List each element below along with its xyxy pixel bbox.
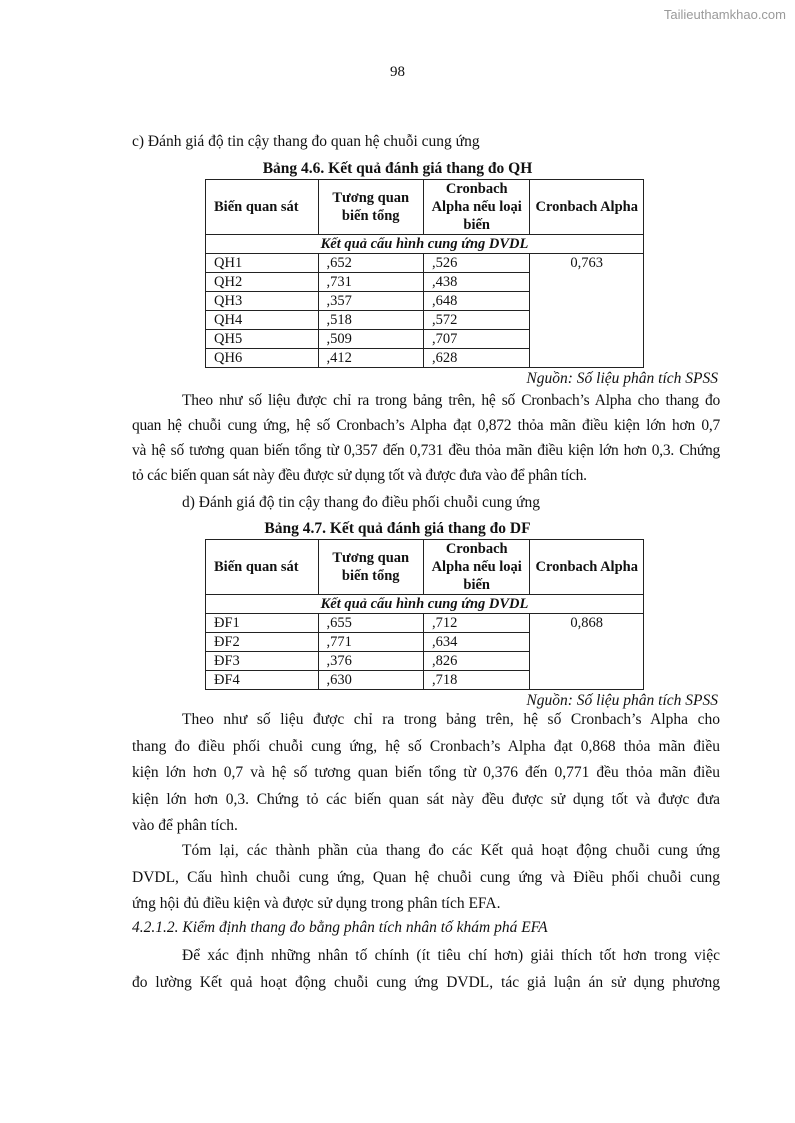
table-df-header-alpha-if-deleted: Cronbach Alpha nếu loại biến: [423, 540, 529, 595]
paragraph-df: [132, 707, 720, 840]
watermark: Tailieuthamkhao.com: [663, 7, 786, 22]
table-cell-alpha-if-deleted: ,572: [423, 311, 529, 330]
table-df: [205, 539, 644, 690]
paragraph-qh: [132, 388, 720, 488]
table-qh: [205, 179, 644, 368]
table-df-source: Nguồn: Số liệu phân tích SPSS: [526, 692, 718, 709]
section-c-heading: c) Đánh giá độ tin cậy thang đo quan hệ chuỗi cung ứng: [132, 133, 480, 150]
paragraph-line: Tóm lại, các thành phần của thang đo các Kết quả hoạt động chuỗi cung ứng: [182, 842, 720, 859]
table-cell-var: QH1: [206, 254, 319, 273]
table-cell-corr: ,518: [318, 311, 423, 330]
table-cell-corr: ,509: [318, 330, 423, 349]
paragraph-summary: [132, 838, 720, 918]
table-cell-alpha-if-deleted: ,628: [423, 349, 529, 368]
table-qh-alpha: 0,763: [530, 254, 644, 368]
table-cell-var: ĐF3: [206, 652, 319, 671]
table-cell-alpha-if-deleted: ,526: [423, 254, 529, 273]
table-cell-corr: ,412: [318, 349, 423, 368]
table-cell-var: QH4: [206, 311, 319, 330]
table-df-alpha: 0,868: [530, 614, 644, 690]
table-qh-caption: Bảng 4.6. Kết quả đánh giá thang đo QH: [262, 160, 533, 177]
paragraph-line: DVDL, Cấu hình chuỗi cung ứng, Quan hệ chuỗi cung ứng và Điều phối chuỗi cung: [132, 868, 720, 886]
table-cell-var: ĐF1: [206, 614, 319, 633]
table-cell-var: QH6: [206, 349, 319, 368]
table-cell-corr: ,630: [318, 671, 423, 690]
paragraph-efa: [132, 943, 720, 996]
paragraph-line: và hệ số tương quan biến tổng từ 0,357 đến 0,731 đều thỏa mãn điều kiện lớn hơn 0,3. Chứng: [132, 442, 720, 459]
paragraph-line: Để xác định những nhân tố chính (ít tiêu chí hơn) giải thích tốt hơn trong việc: [182, 947, 720, 964]
table-qh-source: Nguồn: Số liệu phân tích SPSS: [526, 370, 718, 387]
paragraph-line: Theo như số liệu được chỉ ra trong bảng trên, hệ số Cronbach’s Alpha cho thang đo: [182, 392, 720, 409]
table-qh-header-corr: Tương quan biến tổng: [318, 180, 423, 235]
section-d-heading: d) Đánh giá độ tin cậy thang đo điều phối chuỗi cung ứng: [182, 494, 540, 511]
table-cell-alpha-if-deleted: ,438: [423, 273, 529, 292]
table-cell-var: QH2: [206, 273, 319, 292]
paragraph-line: kiện lớn hơn 0,3. Chứng tỏ các biến quan sát này đều được sử dụng tốt và được đưa: [132, 790, 720, 808]
paragraph-line: đo lường Kết quả hoạt động chuỗi cung ứng DVDL, tác giả luận án sử dụng phương: [132, 973, 720, 991]
table-df-header-alpha: Cronbach Alpha: [530, 540, 644, 595]
paragraph-line: tỏ các biến quan sát này đều được sử dụng tốt và được đưa vào để phân tích.: [132, 467, 587, 484]
table-df-header-var: Biến quan sát: [206, 540, 319, 595]
table-qh-subheader: Kết quả cấu hình cung ứng DVDL: [206, 235, 644, 254]
section-efa-heading: 4.2.1.2. Kiểm định thang đo bằng phân tích nhân tố khám phá EFA: [132, 919, 548, 936]
table-qh-header-alpha: Cronbach Alpha: [530, 180, 644, 235]
page-number: 98: [390, 64, 405, 80]
table-cell-corr: ,652: [318, 254, 423, 273]
table-row: [206, 254, 644, 273]
table-cell-corr: ,376: [318, 652, 423, 671]
table-cell-corr: ,731: [318, 273, 423, 292]
table-qh-header-var: Biến quan sát: [206, 180, 319, 235]
paragraph-line: quan hệ chuỗi cung ứng, hệ số Cronbach’s Alpha đạt 0,872 thỏa mãn điều kiện lớn hơn 0,7: [132, 417, 720, 434]
table-cell-alpha-if-deleted: ,648: [423, 292, 529, 311]
table-cell-corr: ,655: [318, 614, 423, 633]
table-cell-var: QH5: [206, 330, 319, 349]
table-row: [206, 614, 644, 633]
paragraph-line: kiện lớn hơn 0,7 và hệ số tương quan biến tổng từ 0,376 đến 0,771 đều thỏa mãn điều: [132, 764, 720, 781]
table-cell-var: QH3: [206, 292, 319, 311]
table-cell-var: ĐF2: [206, 633, 319, 652]
table-df-subheader: Kết quả cấu hình cung ứng DVDL: [206, 595, 644, 614]
paragraph-line: Theo như số liệu được chỉ ra trong bảng trên, hệ số Cronbach’s Alpha cho: [182, 711, 720, 728]
table-cell-alpha-if-deleted: ,634: [423, 633, 529, 652]
table-cell-alpha-if-deleted: ,712: [423, 614, 529, 633]
table-cell-alpha-if-deleted: ,718: [423, 671, 529, 690]
paragraph-line: thang đo điều phối chuỗi cung ứng, hệ số Cronbach’s Alpha đạt 0,868 thỏa mãn điều: [132, 737, 720, 755]
table-cell-corr: ,771: [318, 633, 423, 652]
table-df-caption: Bảng 4.7. Kết quả đánh giá thang đo DF: [264, 520, 531, 537]
table-cell-var: ĐF4: [206, 671, 319, 690]
paragraph-line: ứng hội đủ điều kiện và được sử dụng trong phân tích EFA.: [132, 895, 501, 912]
table-cell-alpha-if-deleted: ,707: [423, 330, 529, 349]
table-cell-alpha-if-deleted: ,826: [423, 652, 529, 671]
paragraph-line: vào để phân tích.: [132, 817, 238, 834]
table-cell-corr: ,357: [318, 292, 423, 311]
table-df-header-corr: Tương quan biến tổng: [318, 540, 423, 595]
table-qh-header-alpha-if-deleted: Cronbach Alpha nếu loại biến: [423, 180, 529, 235]
